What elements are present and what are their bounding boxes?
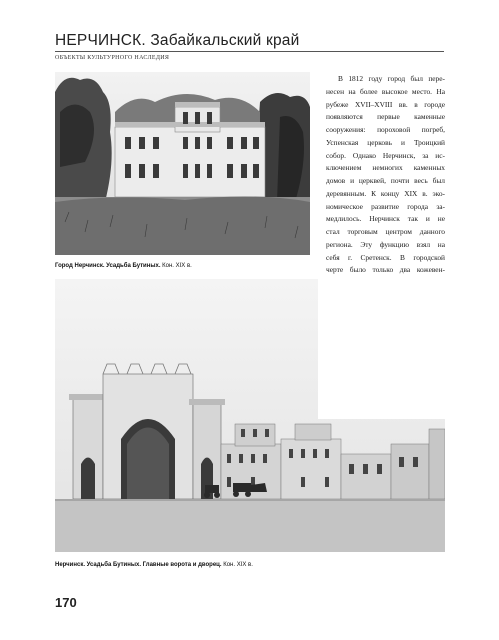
caption-top-photo xyxy=(55,262,192,271)
body-line: собор. Однако Нерчинск, за ис- xyxy=(326,150,445,160)
body-line: черте было только два кожевен- xyxy=(326,265,445,275)
body-line: себя г. Сретенск. В городской xyxy=(326,252,445,262)
caption-top-bold: Город Нерчинск. Усадьба Бутиных. xyxy=(55,263,161,269)
body-line: деревянным. К концу XIX в. эко- xyxy=(326,188,445,198)
body-line: медлилось. Нерчинск так и не xyxy=(326,214,445,224)
body-line: рубеже XVII–XVIII вв. в городе xyxy=(326,99,445,109)
caption-bottom-bold: Нерчинск. Усадьба Бутиных. Главные ворота и дворец. xyxy=(55,562,222,568)
body-line: номическое развитие города за- xyxy=(326,201,445,211)
body-line: ключением немногих каменных xyxy=(326,163,445,173)
body-line: В 1812 году город был пере- xyxy=(338,74,445,83)
header-divider xyxy=(55,51,444,52)
photo-gates-palace xyxy=(55,279,445,552)
page-header-title: НЕРЧИНСК. Забайкальский край xyxy=(55,32,300,49)
body-line: домов и церквей, почти весь был xyxy=(326,176,445,185)
body-line: несен на более высокое место. На xyxy=(326,86,445,96)
caption-bottom-date: Кон. XIX в. xyxy=(221,562,253,568)
body-line: появляются первые каменные xyxy=(326,112,445,122)
caption-top-date: Кон. XIX в. xyxy=(160,263,192,269)
page-header-subtitle: ОБЪЕКТЫ КУЛЬТУРНОГО НАСЛЕДИЯ xyxy=(55,55,170,61)
body-line: сооружения: пороховой погреб, xyxy=(326,125,445,134)
body-line: Успенская церковь и Троицкий xyxy=(326,137,445,147)
photo-palace-top xyxy=(55,72,310,255)
caption-bottom-photo xyxy=(55,561,253,570)
body-line: региона. Эту функцию взял на xyxy=(326,239,445,249)
page-number: 170 xyxy=(55,595,77,610)
body-line: стал торговым центром данного xyxy=(326,227,445,236)
